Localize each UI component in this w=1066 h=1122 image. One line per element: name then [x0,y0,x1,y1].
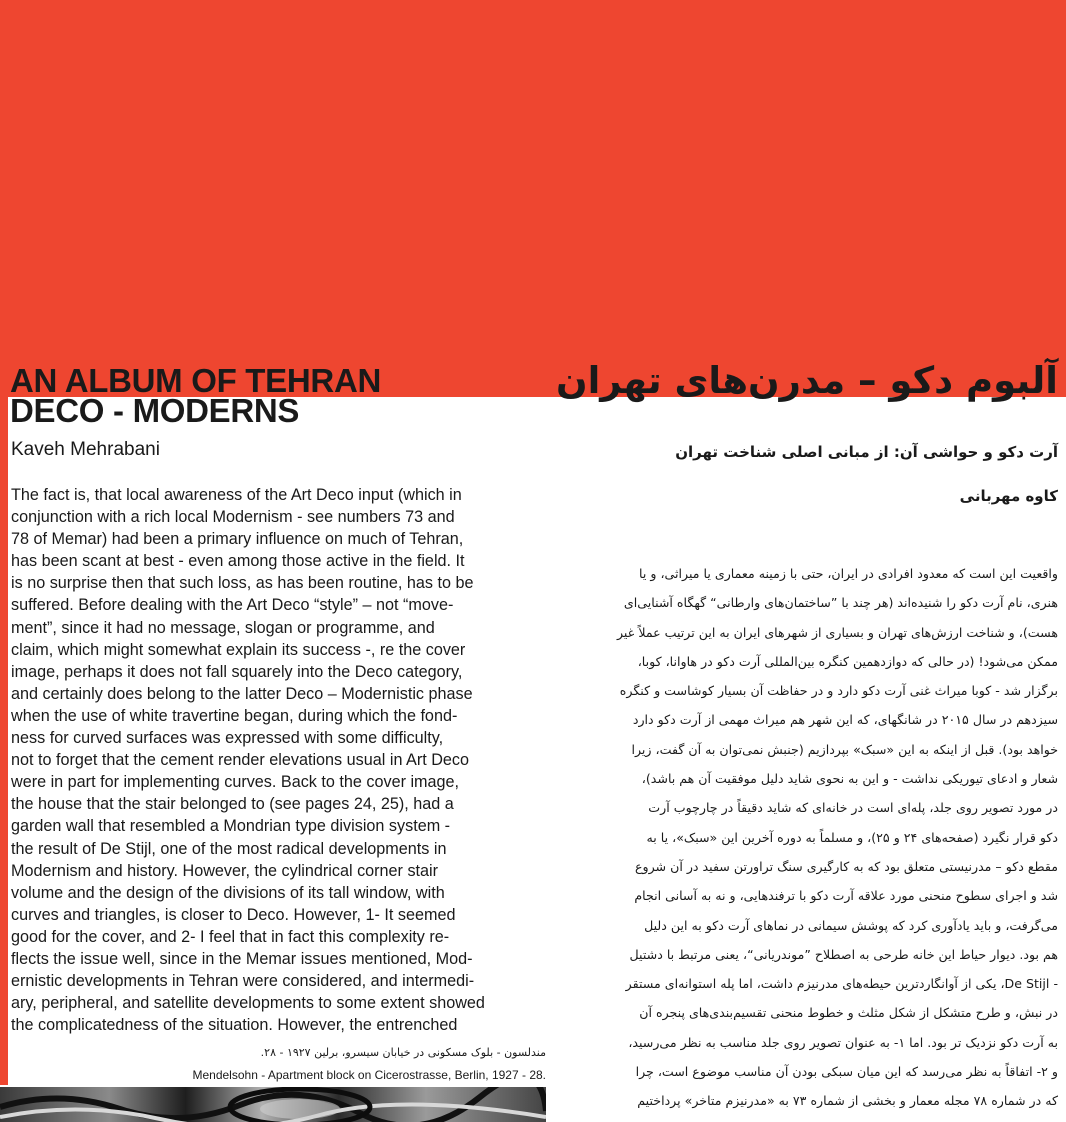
article-body-english [11,484,526,1036]
body-english-line: claim, which might somewhat explain its success -, re the cover [11,640,466,659]
body-persian-line: که در شماره ۷۸ مجله معمار و بخشی از شماره ۷۳ به «مدرنیزم متاخر» پرداختیم [637,1093,1058,1109]
body-english-line: has been scant at best - even among those active in the field. It [11,552,465,571]
body-persian-line: به آرت دکو نزدیک تر بود. اما ۱- به عنوان تصویر روی جلد مناسب به نظر می‌رسید، [628,1034,1058,1050]
title-english-line-2: DECO - MODERNS [10,392,300,429]
subtitle-persian: آرت دکو و حواشی آن: از مبانی اصلی شناخت تهران [675,443,1058,461]
red-margin-strip [0,397,8,1085]
body-english-line: flects the issue well, since in the Memar issues mentioned, Mod- [11,949,473,968]
body-persian-line: شد و اجرای سطوح منحنی مورد علاقه آرت دکو با ترفندهایی، و نه به آسانی انجام [634,888,1058,904]
author-english: Kaveh Mehrabani [11,439,160,460]
caption-english: Mendelsohn - Apartment block on Cicerostrasse, Berlin, 1927 - 28. [192,1068,546,1082]
body-english-line: ernistic developments in Tehran were considered, and intermedi- [11,972,475,991]
body-persian-line: ممکن می‌شود! (در حالی که دوازدهمین کنگره بین‌المللی آرت دکو در هاوانا، کوبا، [637,653,1058,669]
body-english-line: ment”, since it had no message, slogan or programme, and [11,618,435,637]
title-english [10,362,382,429]
body-english-line: not to forget that the cement render elevations usual in Art Deco [11,751,470,770]
body-english-line: ness for curved surfaces was expressed with some difficulty, [11,729,444,748]
caption-persian: مندلسون - بلوک مسکونی در خیابان سیسرو، برلین ۱۹۲۷ - ۲۸. [260,1046,546,1059]
body-english-line: the complicatedness of the situation. However, the entrenched [11,1016,458,1035]
red-header-block [0,0,1066,397]
body-english-line: ary, peripheral, and satellite developments to some extent showed [11,994,485,1013]
body-english-line: Modernism and history. However, the cylindrical corner stair [11,861,439,880]
article-body-persian [543,559,1058,1116]
body-persian-line: سیزدهم در سال ۲۰۱۵ در شانگهای، که این شهر هم میراث مهمی از آرت دکو دارد [632,712,1058,728]
body-persian-line: هست)، و شناخت ارزش‌های تهران و بسیاری از شهرهای ایران به این ترتیب عملاً غیر [616,624,1058,640]
photo-texture [0,1087,546,1122]
body-persian-line: می‌گرفت، و باید یادآوری کرد که پوشش سیمانی در نماهای آرت دکو به این دلیل [644,917,1058,933]
body-english-line: garden wall that resembled a Mondrian type division system - [11,817,451,836]
body-english-line: The fact is, that local awareness of the Art Deco input (which in [11,486,462,504]
body-english-line: the result of De Stijl, one of the most radical developments in [11,839,447,858]
body-persian-line: برگزار شد - کوبا میراث غنی آرت دکو دارد و در حفاظت آن بسیار کوشاست و کنگره [619,683,1058,699]
body-english-line: curves and triangles, is closer to Deco. However, 1- It seemed [11,905,456,924]
body-english-line: suffered. Before dealing with the Art Deco “style” – not “move- [11,596,454,615]
body-english-line: when the use of white travertine began, during which the fond- [11,706,458,725]
body-english-line: good for the cover, and 2- I feel that in fact this complexity re- [11,927,450,946]
body-english-line: the house that the stair belonged to (see pages 24, 25), had a [11,795,454,814]
author-persian: کاوه مهربانی [959,487,1058,505]
title-persian: آلبوم دکو – مدرن‌های تهران [556,359,1058,402]
title-english-line-1: AN ALBUM OF TEHRAN [10,362,382,399]
body-persian-line: - De Stijl، یکی از آوانگاردترین حیطه‌های مدرنیزم داشت، اما پله استوانه‌ای مستقر [625,976,1058,992]
body-persian-line: خواهد بود). قبل از اینکه به این «سبک» بپردازیم (جنبش نمی‌توان به آن گفت، زیرا [631,741,1058,757]
body-persian-line: دکو قرار نگیرد (صفحه‌های ۲۴ و ۲۵)، و مسلماً به دوره آخرین این «سبک»، یا به [646,829,1058,845]
body-persian-line: در مورد تصویر روی جلد، پله‌ای است در خانه‌ای که شاید دقیقاً در چارچوب آرت [648,800,1058,816]
body-english-line: image, perhaps it does not fall squarely into the Deco category, [11,662,463,681]
body-english-line: were in part for implementing curves. Back to the cover image, [11,773,460,792]
body-persian-line: هم بود. دیوار حیاط این خانه طرحی به اصطلاح ”موندریانی“، یعنی مرتبط با دشتیل [629,946,1058,962]
body-persian-line: هنری، نام آرت دکو را شنیده‌اند (هر چند با ”ساختمان‌های وارطانی“ گهگاه آشنایی‌ای [623,595,1058,611]
body-english-line: conjunction with a rich local Modernism - see numbers 73 and [11,508,455,527]
body-persian-line: واقعیت این است که معدود افرادی در ایران، حتی با زمینه معماری یا میراثی، و یا [639,566,1058,581]
cover-photo [0,1087,546,1122]
body-persian-line: و ۲- اتفاقاً به نظر می‌رسد که این میان سبکی بودن آن مناسب موضوع است، چرا [635,1064,1058,1080]
body-english-line: is no surprise then that such loss, as has been routine, has to be [11,574,474,593]
body-persian-line: در نبش، و طرح متشکل از شکل مثلث و خطوط منحنی تقسیم‌بندی‌های پنجره آن [639,1005,1058,1021]
body-english-line: and certainly does belong to the latter Deco – Modernistic phase [11,684,473,703]
body-persian-line: شعار و ادعای تیوریکی نداشت - و این به نحوی شاید دلیل موفقیت آن هم باشد)، [641,771,1058,787]
body-english-line: 78 of Memar) had been a primary influence on much of Tehran, [11,530,464,549]
body-english-line: volume and the design of the divisions of its tall window, with [11,883,445,902]
body-persian-line: مقطع دکو – مدرنیستی متعلق بود که به کارگیری سنگ تراورتن سفید در آن شروع [634,858,1058,874]
